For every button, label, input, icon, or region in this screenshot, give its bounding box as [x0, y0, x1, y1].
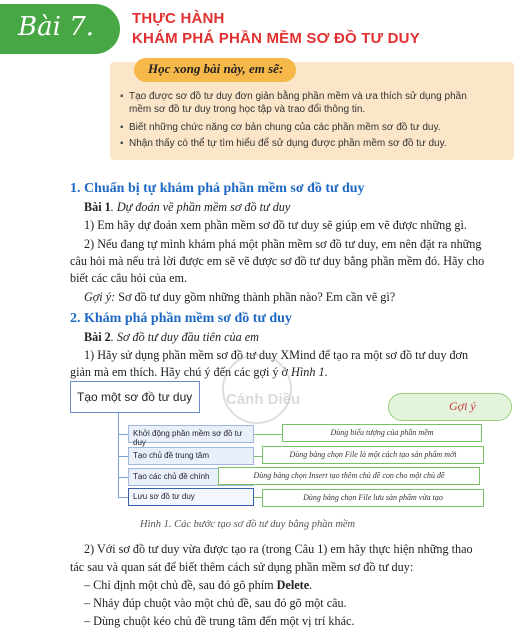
learning-goals-heading-pill: [134, 58, 296, 82]
diagram-connector: [118, 434, 128, 435]
diagram-hint: Dùng bảng chọn Insert tạo thêm chủ đề con cho một chủ đề: [218, 467, 480, 485]
question-text: 1) Em hãy dự đoán xem phần mềm sơ đồ tư duy sẽ giúp em vẽ được những gì.: [84, 218, 467, 232]
diagram-connector: [118, 477, 128, 478]
question-text: giản mà em thích. Hãy chú ý đến các gợi ý ở Hình 1.: [70, 365, 328, 379]
question-text: 2) Với sơ đồ tư duy vừa được tạo ra (trong Câu 1) em hãy thực hiện những thao: [84, 542, 473, 556]
lesson-header: [0, 0, 520, 58]
bullet-icon: ▪: [120, 122, 124, 133]
diagram-step-selected: Lưu sơ đồ tư duy: [128, 488, 254, 506]
hint-bubble: [388, 393, 512, 421]
lesson-title-line1: THỰC HÀNH: [132, 10, 225, 27]
question-text: biết các câu hỏi của em.: [70, 271, 188, 285]
diagram-hint: Dùng biểu tượng của phần mềm: [282, 424, 482, 442]
bullet-icon: ▪: [120, 138, 124, 149]
hint-bubble-label: Gợi ý: [449, 399, 476, 413]
watermark-seal: [222, 354, 292, 424]
question-text: câu hỏi mà nếu trả lời được em sẽ vẽ được sơ đồ tư duy bằng phần mềm đó. Hãy cho: [70, 254, 485, 268]
instruction-item: – Nháy đúp chuột vào một chủ đề, sau đó gõ một câu.: [84, 596, 347, 610]
figure-caption: Hình 1. Các bước tạo sơ đồ tư duy bằng phần mềm: [140, 519, 356, 530]
goal-item: ▪ Tạo được sơ đồ tư duy đơn giản bằng phần mềm và ưa thích sử dụng phần: [120, 91, 467, 102]
diagram-root-box: Tạo một sơ đồ tư duy: [70, 381, 200, 413]
lesson-number-tab: [0, 4, 120, 54]
diagram-step: Tạo chủ đề trung tâm: [128, 447, 254, 465]
hint-connector: [254, 434, 282, 435]
hint-text: Gợi ý: Sơ đồ tư duy gồm những thành phần nào? Em cần vẽ gì?: [84, 290, 396, 304]
section-heading: 2. Khám phá phần mềm sơ đồ tư duy: [70, 311, 292, 326]
diagram-connector: [118, 456, 128, 457]
instruction-item: – Chỉ định một chủ đề, sau đó gõ phím Delete.: [84, 578, 313, 592]
exercise-title: Bài 2. Sơ đồ tư duy đầu tiên của em: [84, 330, 259, 344]
diagram-hint: Dùng bảng chọn File lưu sản phẩm vừa tạo: [262, 489, 484, 507]
lesson-number: Bài 7.: [18, 12, 94, 42]
question-text: 2) Nếu đang tự mình khám phá một phần mềm sơ đồ tư duy, em nên đặt ra những: [84, 237, 482, 251]
goal-item-continued: mềm sơ đồ tư duy trong học tập và trao đổi thông tin.: [129, 104, 366, 115]
exercise-title: Bài 1. Dự đoán về phần mềm sơ đồ tư duy: [84, 200, 291, 214]
goal-item: ▪ Biết những chức năng cơ bản chung của các phần mềm sơ đồ tư duy.: [120, 122, 441, 133]
question-text: tác sau và quan sát để biết thêm cách sử dụng phần mềm sơ đồ tư duy:: [70, 560, 414, 574]
learning-goals-heading: Học xong bài này, em sẽ:: [148, 61, 284, 76]
lesson-title-line2: KHÁM PHÁ PHẦN MỀM SƠ ĐỒ TƯ DUY: [132, 30, 420, 47]
bullet-icon: ▪: [120, 91, 124, 102]
question-text: 1) Hãy sử dụng phần mềm sơ đồ tư duy XMind để tạo ra một sơ đồ tư duy đơn: [84, 348, 469, 362]
section-heading: 1. Chuẩn bị tự khám phá phần mềm sơ đồ tư duy: [70, 181, 365, 196]
diagram-hint: Dùng bảng chọn File là một cách tạo sản phẩm mới: [262, 446, 484, 464]
diagram-connector: [118, 497, 128, 498]
watermark-text: Cánh Diều: [226, 391, 301, 408]
diagram-step: Khởi động phần mềm sơ đồ tư duy: [128, 425, 254, 443]
goal-item: ▪ Nhận thấy có thể tự tìm hiểu để sử dụng được phần mềm sơ đồ tư duy.: [120, 138, 447, 149]
instruction-item: – Dùng chuột kéo chủ đề trung tâm đến một vị trí khác.: [84, 614, 355, 628]
diagram-step: Tạo các chủ đề chính: [128, 468, 254, 486]
